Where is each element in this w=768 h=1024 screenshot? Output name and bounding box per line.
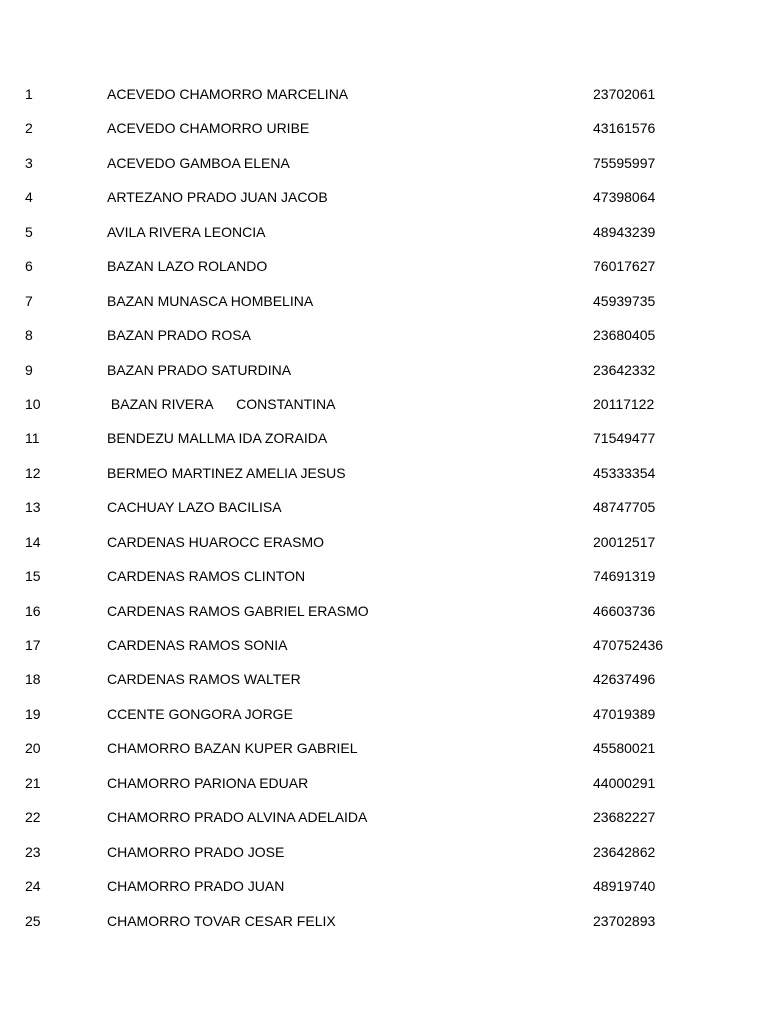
row-id-number: 23682227 [593,809,656,826]
list-row [0,114,768,148]
row-number: 23 [25,843,41,860]
list-row [0,803,768,837]
row-number: 22 [25,809,41,826]
row-number: 24 [25,878,41,895]
row-name: ACEVEDO GAMBOA ELENA [107,154,290,171]
row-number: 10 [25,395,41,412]
row-number: 2 [25,120,33,137]
row-number: 14 [25,533,41,550]
row-id-number: 71549477 [593,430,656,447]
list-row [0,631,768,665]
row-id-number: 47398064 [593,189,656,206]
row-name: CHAMORRO PRADO ALVINA ADELAIDA [107,809,368,826]
row-number: 19 [25,705,41,722]
row-name: CARDENAS RAMOS SONIA [107,637,288,653]
row-id-number: 48919740 [593,878,656,895]
list-row [0,700,768,734]
list-row [0,872,768,906]
row-name: CARDENAS RAMOS GABRIEL ERASMO [107,602,369,619]
row-name: BAZAN RIVERA CONSTANTINA [107,395,336,412]
row-id-number: 45939735 [593,292,656,309]
list-row [0,149,768,183]
row-name: BAZAN PRADO ROSA [107,327,251,344]
list-row [0,183,768,217]
row-id-number: 76017627 [593,258,656,275]
row-name: CHAMORRO TOVAR CESAR FELIX [107,912,336,929]
row-name: AVILA RIVERA LEONCIA [107,223,266,240]
row-id-number: 74691319 [593,568,656,585]
row-id-number: 43161576 [593,120,656,137]
row-number: 20 [25,740,41,757]
list-row [0,597,768,631]
row-name: BENDEZU MALLMA IDA ZORAIDA [107,430,328,447]
row-id-number: 45580021 [593,740,656,757]
list-row [0,665,768,699]
list-row [0,769,768,803]
row-id-number: 23702061 [593,86,656,102]
row-number: 21 [25,774,41,791]
row-number: 3 [25,154,33,171]
list-row [0,80,768,114]
row-number: 7 [25,292,33,309]
row-id-number: 48943239 [593,223,656,240]
row-name: ACEVEDO CHAMORRO URIBE [107,120,310,137]
row-id-number: 23680405 [593,327,656,344]
row-id-number: 23642332 [593,361,656,378]
list-row [0,459,768,493]
row-number: 5 [25,223,33,240]
row-name: CARDENAS HUAROCC ERASMO [107,533,325,550]
list-row [0,390,768,424]
row-id-number: 42637496 [593,671,656,688]
row-name: CACHUAY LAZO BACILISA [107,499,282,516]
list-row [0,907,768,941]
row-number: 16 [25,602,41,619]
row-id-number: 20117122 [593,395,655,412]
row-number: 12 [25,464,41,481]
row-number: 17 [25,637,41,653]
row-id-number: 45333354 [593,464,656,481]
row-number: 13 [25,499,41,516]
row-number: 6 [25,258,33,275]
row-name: CHAMORRO PRADO JOSE [107,843,285,860]
row-name: CARDENAS RAMOS WALTER [107,671,301,688]
row-name: BAZAN LAZO ROLANDO [107,258,268,275]
list-row [0,424,768,458]
row-id-number: 47019389 [593,705,656,722]
row-name: BERMEO MARTINEZ AMELIA JESUS [107,464,346,481]
row-number: 25 [25,912,41,929]
row-number: 1 [25,86,33,102]
list-row [0,838,768,872]
row-name: CARDENAS RAMOS CLINTON [107,568,306,585]
row-id-number: 46603736 [593,602,656,619]
row-number: 9 [25,361,33,378]
row-id-number: 75595997 [593,154,656,171]
list-row [0,734,768,768]
row-id-number: 44000291 [593,774,656,791]
row-number: 4 [25,189,33,206]
row-name: CHAMORRO PARIONA EDUAR [107,774,309,791]
row-name: CHAMORRO BAZAN KUPER GABRIEL [107,740,358,757]
row-name: CHAMORRO PRADO JUAN [107,878,285,895]
row-name: ACEVEDO CHAMORRO MARCELINA [107,86,349,102]
row-number: 8 [25,327,33,344]
list-row [0,252,768,286]
list-row [0,528,768,562]
name-list [0,80,768,941]
list-row [0,493,768,527]
row-id-number: 23702893 [593,912,656,929]
row-id-number: 23642862 [593,843,656,860]
list-row [0,218,768,252]
list-row [0,321,768,355]
row-name: BAZAN MUNASCA HOMBELINA [107,292,314,309]
row-name: ARTEZANO PRADO JUAN JACOB [107,189,328,206]
row-number: 15 [25,568,41,585]
row-id-number: 20012517 [593,533,656,550]
row-number: 11 [25,430,40,447]
row-number: 18 [25,671,41,688]
row-id-number: 470752436 [593,637,664,653]
list-row [0,356,768,390]
row-name: BAZAN PRADO SATURDINA [107,361,292,378]
list-row [0,562,768,596]
list-row [0,287,768,321]
row-id-number: 48747705 [593,499,656,516]
row-name: CCENTE GONGORA JORGE [107,705,293,722]
